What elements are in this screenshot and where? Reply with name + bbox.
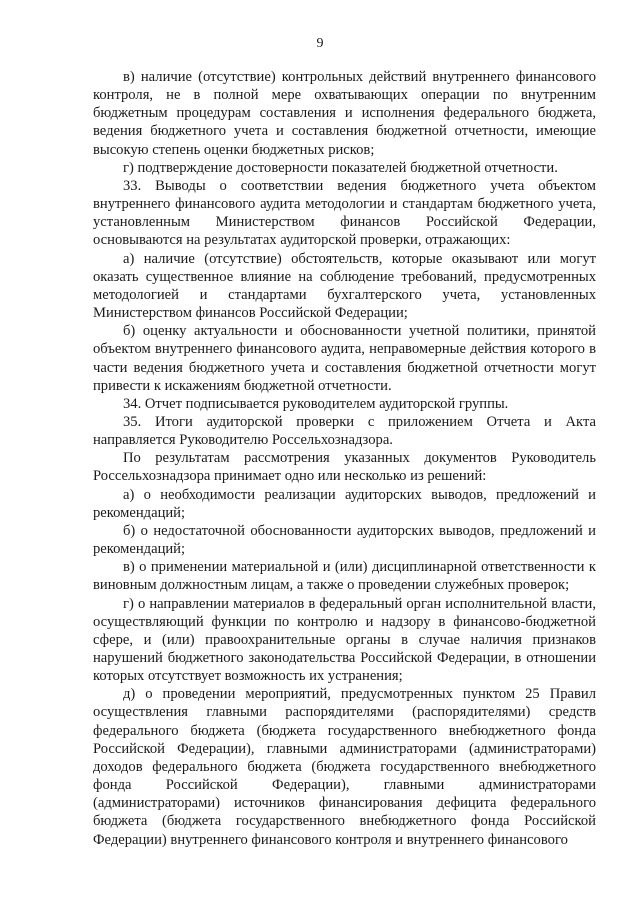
document-body [93, 68, 596, 849]
paragraph-decision-a: а) о необходимости реализации аудиторских выводов, предложений и рекомендаций; [93, 486, 596, 521]
paragraph-33-conclusions: 33. Выводы о соответствии ведения бюджетного учета объектом внутреннего финансового аудита методологии и стандартам бюджетного учета, установленным Министерством финансов Российской Федерации, основываются на результатах аудиторской проверки, отражающих: [93, 177, 596, 249]
paragraph-decision-v: в) о применении материальной и (или) дисциплинарной ответственности к виновным должностным лицам, а также о проведении служебных проверок; [93, 559, 596, 594]
paragraph-v-control-actions: в) наличие (отсутствие) контрольных действий внутреннего финансового контроля, не в полной мере охватывающих операции по внутренним бюджетным процедурам составления и исполнения федерального бюджета, ведения бюджетного учета и составления бюджетной отчетности, имеющие высокую степень оценки бюджетных рисков; [93, 69, 596, 158]
paragraph-decision-d: д) о проведении мероприятий, предусмотренных пунктом 25 Правил осуществления главными распорядителями (распорядителями) средств федерального бюджета (бюджета государственного внебюджетного фонда Российской Федерации), главными администраторами (администраторами) доходов федерального бюджета (бюджета государственного внебюджетного фонда Российской Федерации), главными администраторами (администраторами) источников финансирования дефицита федерального бюджета (бюджета государственного внебюджетного фонда Российской Федерации) внутреннего финансового контроля и внутреннего финансового [93, 686, 596, 848]
paragraph-decision-b: б) о недостаточной обоснованности аудиторских выводов, предложений и рекомендаций; [93, 522, 596, 558]
paragraph-g-reliability: г) подтверждение достоверности показателей бюджетной отчетности. [123, 159, 558, 176]
paragraph-a-circumstances: а) наличие (отсутствие) обстоятельств, которые оказывают или могут оказать существенное влияние на соблюдение требований, предусмотренных методологией и стандартами бухгалтерского учета, установленных Министерством финансов Российской Федерации; [93, 250, 596, 322]
paragraph-b-accounting-policy: б) оценку актуальности и обоснованности учетной политики, принятой объектом внутреннего финансового аудита, неправомерные действия которого в части ведения бюджетного учета и составления бюджетной отчетности могут привести к искажениям бюджетной отчетности. [93, 323, 596, 394]
paragraph-34-report-signing: 34. Отчет подписывается руководителем аудиторской группы. [123, 395, 509, 412]
paragraph-decision-g: г) о направлении материалов в федеральный орган исполнительной власти, осуществляющий функции по контролю и надзору в финансово-бюджетной сфере, и (или) правоохранительные органы в случае наличия признаков нарушений бюджетного законодательства Российской Федерации, в отношении которых отсутствует возможность их устранения; [93, 595, 596, 685]
paragraph-35-results: 35. Итоги аудиторской проверки с приложением Отчета и Акта направляется Руководителю Россельхознадзора. [93, 413, 596, 449]
page-number: 9 [316, 36, 324, 51]
paragraph-decisions-intro: По результатам рассмотрения указанных документов Руководитель Россельхознадзора принимает одно или несколько из решений: [93, 450, 596, 485]
